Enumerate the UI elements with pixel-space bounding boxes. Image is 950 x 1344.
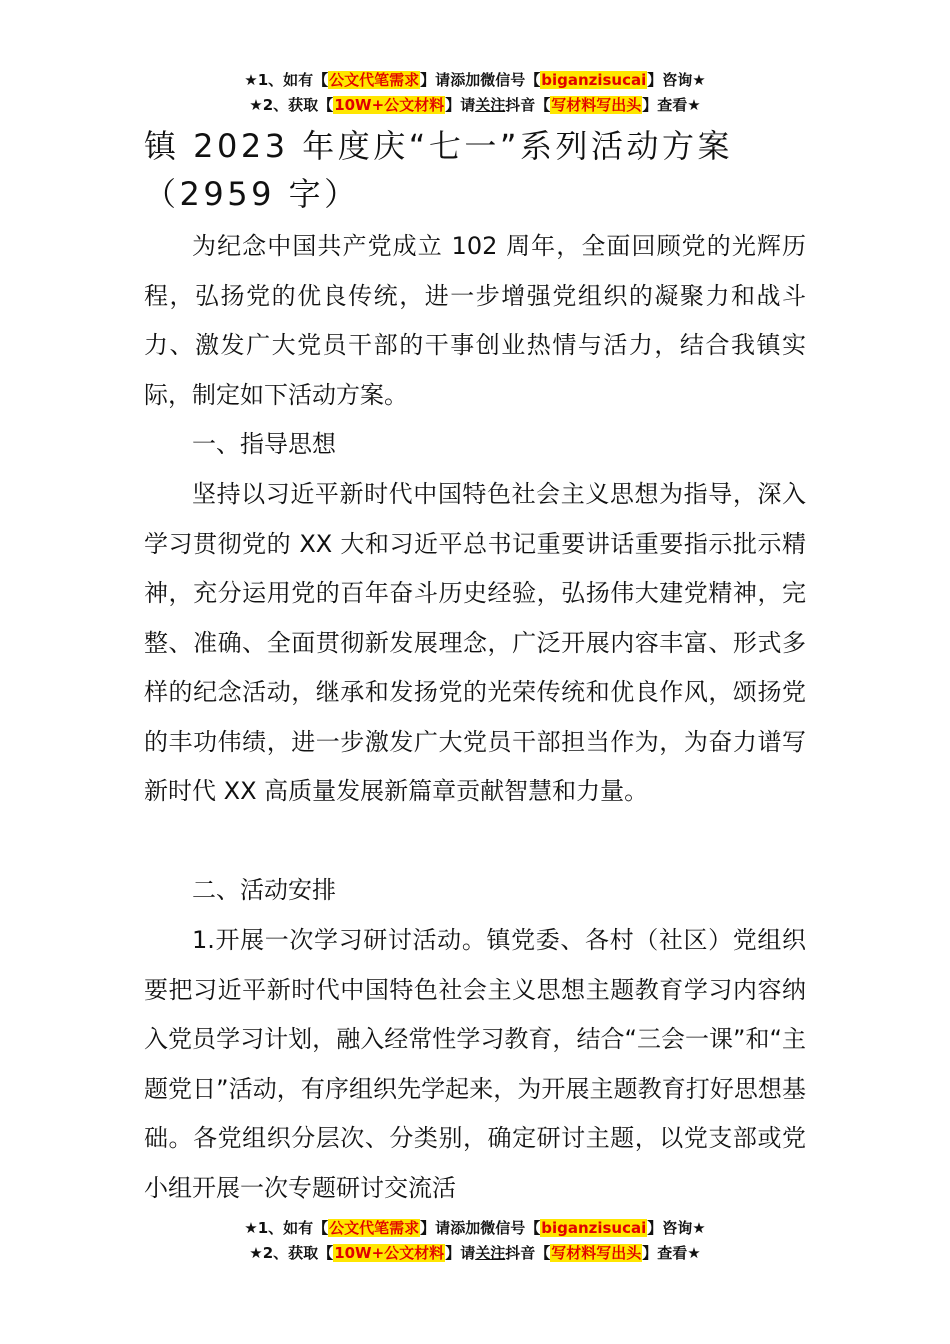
promo-text-underlined: 关注 — [475, 96, 506, 114]
promo-text: 】请 — [445, 96, 476, 114]
promo-highlight-service: 公文代笔需求 — [329, 1219, 420, 1237]
promo-highlight-wechat: biganzisucai — [541, 71, 647, 89]
promo-text: 】请 — [445, 1244, 476, 1262]
bottom-promo-banner — [0, 1216, 950, 1266]
section-body-guiding-ideology: 坚持以习近平新时代中国特色社会主义思想为指导，深入学习贯彻党的 XX 大和习近平总书记重要讲话重要指示批示精神，充分运用党的百年奋斗历史经验，弘扬伟大建党精神，完整、准确、全面贯彻新发展理念，广泛开展内容丰富、形式多样的纪念活动，继承和发扬党的光荣传统和优良作风，颂扬党的丰功伟绩，进一步激发广大党员干部担当作为，为奋力谱写新时代 XX 高质量发展新篇章贡献智慧和力量。 — [144, 480, 806, 805]
promo-text-emphasis: 添加 — [450, 1219, 481, 1237]
promo-text: 抖音【 — [505, 96, 551, 114]
intro-paragraph: 为纪念中国共产党成立 102 周年，全面回顾党的光辉历程，弘扬党的优良传统，进一步增强党组织的凝聚力和战斗力、激发广大党员干部的干事创业热情与活力，结合我镇实际，制定如下活动方案。 — [144, 232, 806, 409]
promo-line-2 — [0, 1241, 950, 1266]
promo-text: 】咨询★ — [647, 71, 706, 89]
promo-text: ★1、如有【 — [244, 1219, 329, 1237]
promo-text: ★2、获取【 — [249, 96, 334, 114]
document-title: 镇 2023 年度庆“七一”系列活动方案（2959 字） — [144, 127, 733, 213]
promo-text-emphasis: 添加 — [450, 71, 481, 89]
section-heading-guiding-ideology: 一、指导思想 — [192, 430, 336, 458]
promo-highlight-douyin: 写材料写出头 — [551, 96, 642, 114]
promo-highlight-materials: 10W+公文材料 — [334, 1244, 445, 1262]
promo-text: 微信号【 — [480, 71, 541, 89]
promo-line-1 — [0, 68, 950, 93]
promo-text: 】查看★ — [642, 1244, 701, 1262]
promo-highlight-douyin: 写材料写出头 — [551, 1244, 642, 1262]
promo-line-1 — [0, 1216, 950, 1241]
promo-text: 抖音【 — [505, 1244, 551, 1262]
promo-line-2 — [0, 93, 950, 118]
promo-text: 】查看★ — [642, 96, 701, 114]
promo-text: 】请 — [420, 71, 451, 89]
section-item-study-activity: 1.开展一次学习研讨活动。镇党委、各村（社区）党组织要把习近平新时代中国特色社会主义思想主题教育学习内容纳入党员学习计划，融入经常性学习教育，结合“三会一课”和“主题党日”活动，有序组织先学起来，为开展主题教育打好思想基础。各党组织分层次、分类别，确定研讨主题，以党支部或党小组开展一次专题研讨交流活 — [144, 926, 806, 1202]
promo-text: ★2、获取【 — [249, 1244, 334, 1262]
promo-highlight-materials: 10W+公文材料 — [334, 96, 445, 114]
promo-text: 】咨询★ — [647, 1219, 706, 1237]
promo-text: ★1、如有【 — [244, 71, 329, 89]
promo-highlight-service: 公文代笔需求 — [329, 71, 420, 89]
section-heading-activity-arrangement: 二、活动安排 — [192, 876, 336, 904]
promo-highlight-wechat: biganzisucai — [541, 1219, 647, 1237]
promo-text-underlined: 关注 — [475, 1244, 506, 1262]
promo-text: 】请 — [420, 1219, 451, 1237]
promo-text: 微信号【 — [480, 1219, 541, 1237]
top-promo-banner — [0, 68, 950, 118]
